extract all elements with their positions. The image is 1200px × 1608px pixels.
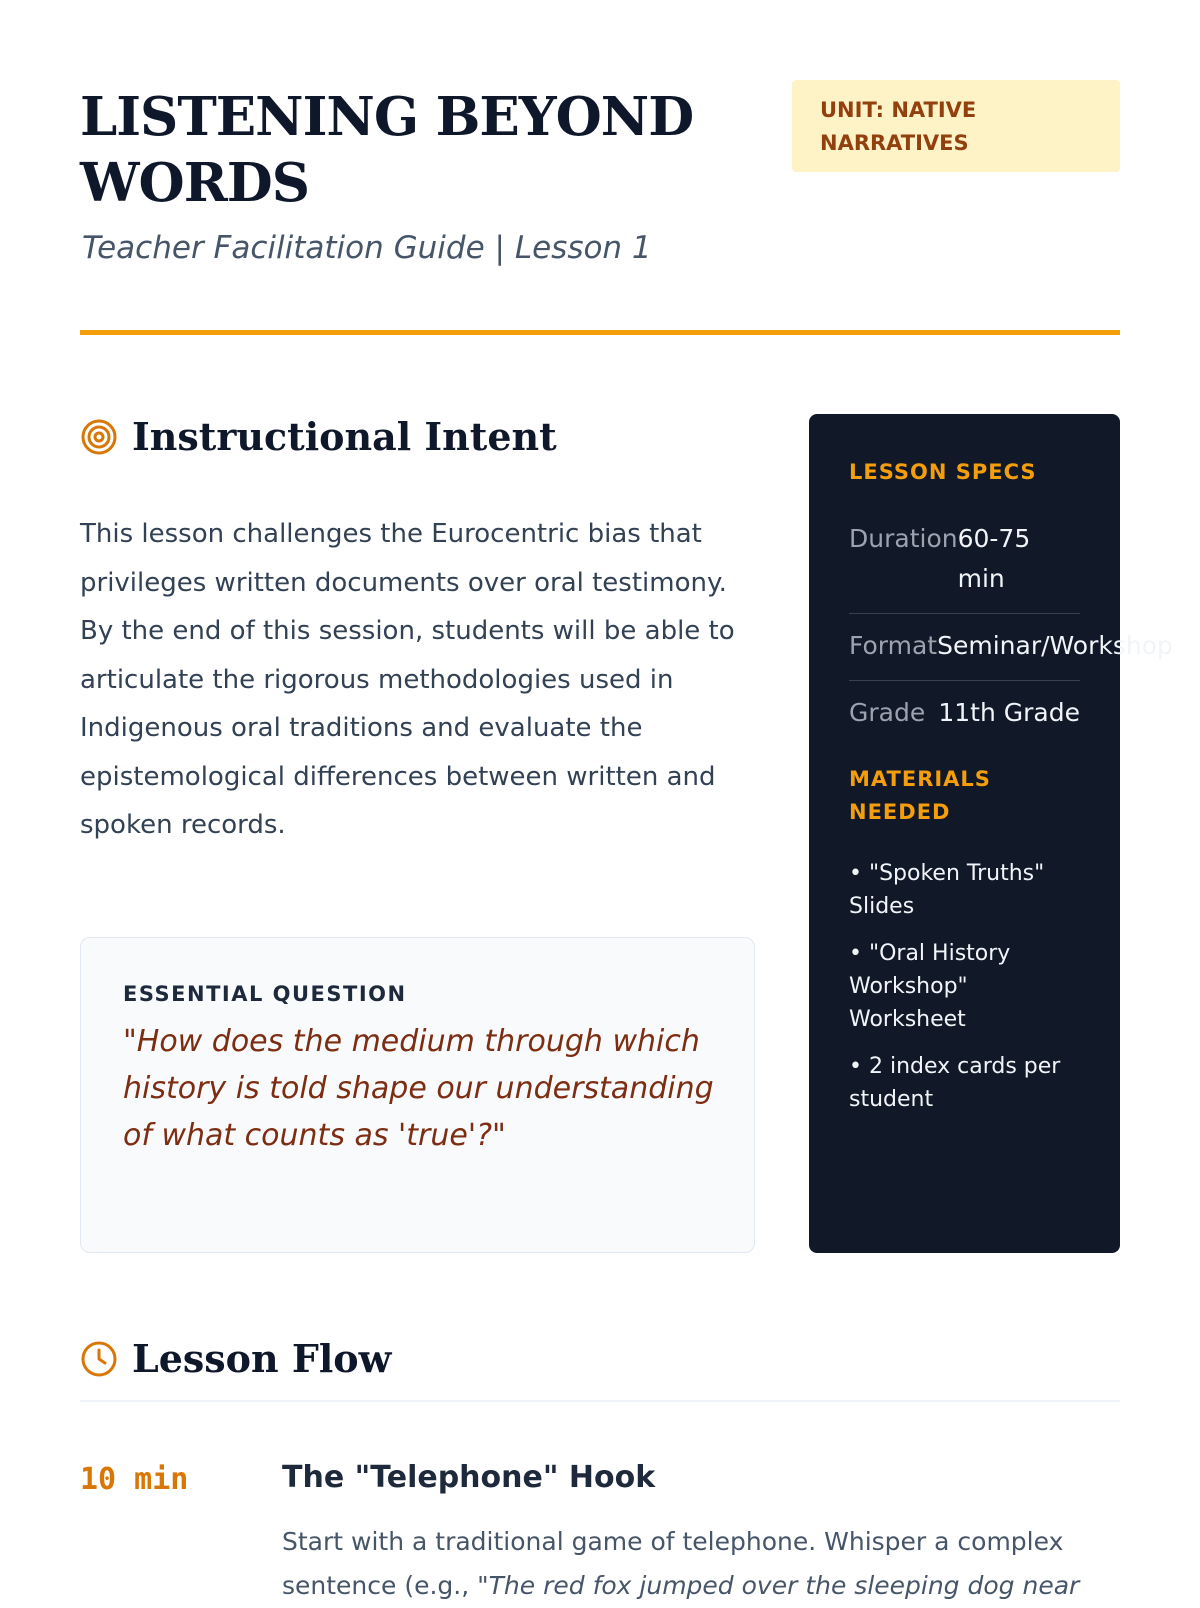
spec-key: Grade [849, 698, 926, 727]
intent-paragraph: This lesson challenges the Eurocentric bias that privileges written documents over oral testimony. By the end of this session, students will be able to articulate the rigorous methodologies used in Indigenous oral traditions and evaluate the epistemological differences between written and spoken records. [80, 519, 735, 840]
step-duration: 10 min [80, 1462, 189, 1497]
section-title: Instructional Intent [132, 414, 557, 459]
section-title: Lesson Flow [132, 1336, 392, 1381]
spec-value: 11th Grade [938, 698, 1080, 727]
list-item: • "Oral History Workshop" Worksheet [849, 941, 1011, 1032]
materials-heading: MATERIALS NEEDED [849, 767, 991, 824]
list-item: • 2 index cards per student [849, 1054, 1061, 1112]
page-subtitle: Teacher Facilitation Guide | Lesson 1 [82, 230, 652, 266]
spec-row-format [849, 614, 1173, 681]
lesson-flow-heading [80, 1336, 391, 1381]
spec-row-duration [849, 507, 1080, 614]
divider [80, 1400, 1120, 1402]
spec-value: 60-75 min [957, 524, 1031, 593]
spec-row-grade [849, 681, 1080, 747]
target-icon [80, 418, 118, 456]
essential-question-card [80, 937, 755, 1253]
specs-table [849, 507, 1173, 747]
spec-value: Seminar/Workshop [937, 631, 1173, 660]
clock-icon [80, 1340, 118, 1378]
step-description [282, 1520, 1120, 1608]
lesson-specs-panel [809, 414, 1173, 1253]
step-description-quote: "The red fox jumped over the sleeping dog near [477, 1571, 1080, 1600]
unit-badge: UNIT: NATIVE NARRATIVES [792, 80, 1120, 172]
materials-list [849, 857, 1080, 1116]
lesson-header [80, 80, 1120, 335]
step-title: The "Telephone" Hook [282, 1460, 656, 1495]
essential-question-text: "How does the medium through which history is told shape our understanding of what counts as 'true'?" [123, 1024, 714, 1153]
list-item: • "Spoken Truths" Slides [849, 861, 1045, 919]
lesson-specs-heading: LESSON SPECS [849, 460, 1037, 484]
instructional-intent-heading [80, 414, 557, 459]
page-title: LISTENING BEYOND WORDS [80, 86, 694, 214]
essential-question-label: ESSENTIAL QUESTION [123, 982, 407, 1006]
step-description-lead: Start with a traditional game of telephone. Whisper a complex sentence (e.g., [282, 1527, 1064, 1600]
spec-key: Duration [849, 524, 958, 553]
spec-key: Format [849, 631, 938, 660]
